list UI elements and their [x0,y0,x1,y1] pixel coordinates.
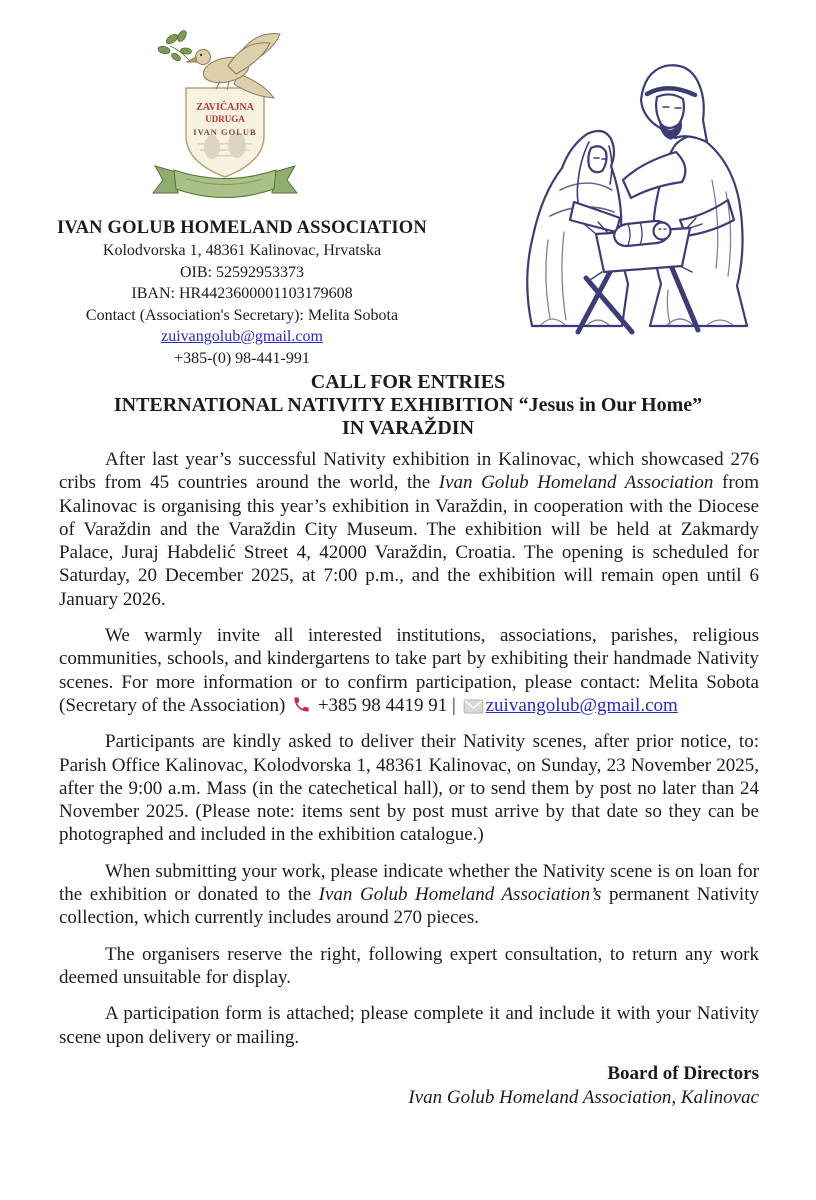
paragraph-invitation-text-1: We warmly invite all interested institutions, associations, parishes, religious communities, schools, and kindergartens to take part by exhibiting their handmade Nativity scenes. For more information or to confirm participation, please contact: Melita Sobota (Secretary of the Association) [59,625,759,716]
org-name: IVAN GOLUB HOMELAND ASSOCIATION [57,218,427,238]
paragraph-delivery: Participants are kindly asked to deliver their Nativity scenes, after prior notice, to: Parish Office Kalinovac, Kolodvorska 1, 48361 Kalinovac, on Sunday, 23 November 2025, after the 9:00 a.m. Mass (in the catechetical hall), or to send them by post no later than 24 November 2025. (Please note: items sent by post must arrive by that date so they can be photographed and included in the exhibition catalogue.) [59,731,759,846]
paragraph-reserve-right: The organisers reserve the right, following expert consultation, to return any work deemed unsuitable for display. [59,943,759,988]
org-address: Kolodvorska 1, 48361 Kalinovac, Hrvatska [102,242,382,259]
title-line1: CALL FOR ENTRIES [310,371,506,393]
paragraph-loan-text-1: When submitting your work, please indicate whether the Nativity scene is on loan for the exhibition or donated to the [59,860,759,906]
letterhead [32,26,452,369]
paragraph-invitation [59,624,759,717]
signature-block [59,1062,759,1110]
crest-text-line1: ZAVIČAJNA [196,102,254,113]
org-name-italic: Ivan Golub Homeland Association [438,472,714,494]
signature-org: Ivan Golub Homeland Association, Kalinovac [408,1086,759,1108]
crest-text-line3: IVAN GOLUB [193,127,257,137]
body-email-link[interactable]: zuivangolub@gmail.com [485,694,678,716]
header-email-link[interactable]: zuivangolub@gmail.com [161,328,323,345]
olive-branch-icon [157,29,191,62]
paragraph-intro-text-2: from Kalinovac is organising this year’s exhibition in Varaždin, in cooperation with the Diocese of Varaždin and the Varaždin City Museum. The exhibition will be held at Zakmardy Palace, Juraj Habdelić Street 4, 42000 Varaždin, Croatia. The opening is scheduled for Saturday, 20 December 2025, at 7:00 p.m., and the exhibition will remain open until 6 January 2026. [59,472,759,610]
paragraph-loan-text-2: permanent Nativity collection, which currently includes around 270 pieces. [59,884,759,929]
association-crest-logo [142,26,342,211]
document-title [0,371,816,440]
org-name-possessive-italic: Ivan Golub Homeland Association’s [318,884,602,906]
nativity-illustration [490,40,790,340]
paragraph-intro-text-1: After last year’s successful Nativity exhibition in Kalinovac, which showcased 276 cribs from 45 countries around the world, the [59,449,759,494]
paragraph-participation-form: A participation form is attached; please complete it and include it with your Nativity scene upon delivery or mailing. [59,1003,759,1048]
nativity-illustration-area [490,40,790,340]
org-phone: +385-(0) 98-441-991 [174,349,310,367]
paragraph-intro [59,448,759,611]
org-iban: IBAN: HR4423600001103179608 [131,285,353,302]
title-line3: IN VARAŽDIN [341,417,475,439]
phone-icon [292,695,311,714]
org-contact: Contact (Association's Secretary): Melita Sobota [85,306,399,324]
paragraph-invitation-text-2: +385 98 4419 91 | [313,694,461,716]
letter-body [59,448,759,1110]
envelope-icon [463,699,484,714]
paragraph-loan-or-donation [59,860,759,930]
crest-text-line2: UDRUGA [205,114,245,124]
org-oib: OIB: 52592953373 [180,263,304,281]
signature-board: Board of Directors [607,1062,759,1084]
title-line2: INTERNATIONAL NATIVITY EXHIBITION “Jesus in Our Home” [113,394,703,416]
